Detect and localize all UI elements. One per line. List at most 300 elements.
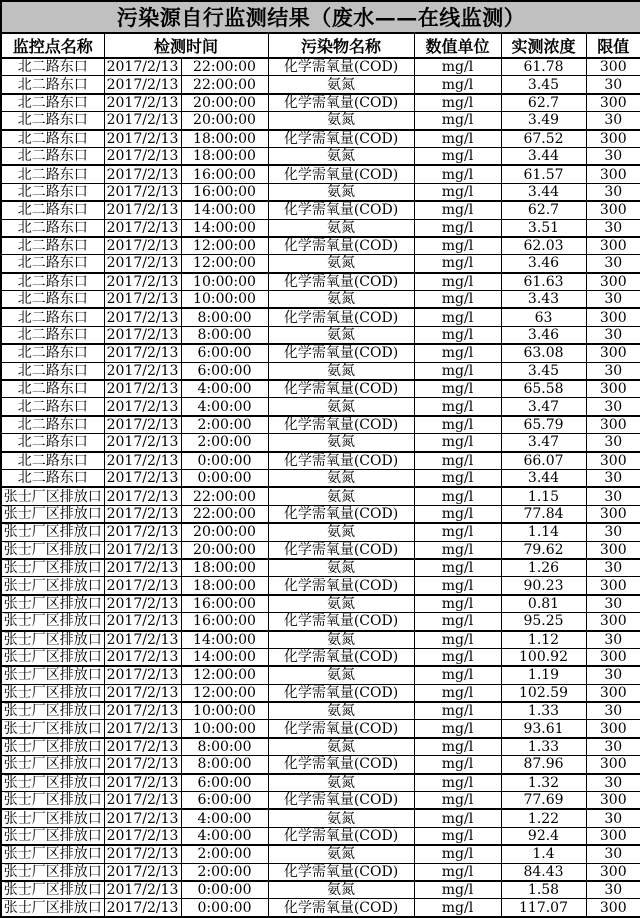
table-row xyxy=(1,183,640,201)
table-cell: 8:00:00 xyxy=(181,756,268,774)
table-row xyxy=(1,416,640,434)
table-cell: mg/l xyxy=(414,845,501,863)
table-cell: 2017/2/13 xyxy=(104,899,181,917)
table-cell: 3.44 xyxy=(501,147,586,165)
table-cell: 化学需氧量(COD) xyxy=(268,58,414,76)
table-cell: mg/l xyxy=(414,469,501,487)
table-cell: 20:00:00 xyxy=(181,541,268,559)
table-cell: 张士厂区排放口 xyxy=(1,541,104,559)
table-cell: 30 xyxy=(586,702,640,720)
table-row xyxy=(1,666,640,684)
table-cell: 102.59 xyxy=(501,684,586,702)
table-cell: 67.52 xyxy=(501,130,586,148)
table-cell: mg/l xyxy=(414,702,501,720)
table-cell: mg/l xyxy=(414,219,501,237)
table-cell: 氨氮 xyxy=(268,559,414,577)
table-cell: 张士厂区排放口 xyxy=(1,774,104,792)
table-cell: 3.43 xyxy=(501,291,586,309)
table-cell: 16:00:00 xyxy=(181,595,268,613)
table-cell: 张士厂区排放口 xyxy=(1,559,104,577)
table-cell: 张士厂区排放口 xyxy=(1,666,104,684)
table-cell: mg/l xyxy=(414,881,501,899)
table-cell: 氨氮 xyxy=(268,112,414,130)
table-cell: 79.62 xyxy=(501,541,586,559)
table-cell: 北二路东口 xyxy=(1,58,104,76)
table-cell: 化学需氧量(COD) xyxy=(268,201,414,219)
table-cell: 30 xyxy=(586,291,640,309)
table-cell: 2017/2/13 xyxy=(104,362,181,380)
table-cell: 2017/2/13 xyxy=(104,613,181,631)
table-cell: 北二路东口 xyxy=(1,273,104,291)
column-header-3: 数值单位 xyxy=(414,33,501,58)
table-cell: 北二路东口 xyxy=(1,94,104,112)
table-cell: mg/l xyxy=(414,308,501,326)
table-row xyxy=(1,94,640,112)
table-cell: 张士厂区排放口 xyxy=(1,792,104,810)
table-cell: 北二路东口 xyxy=(1,308,104,326)
table-cell: 化学需氧量(COD) xyxy=(268,308,414,326)
table-cell: 1.32 xyxy=(501,774,586,792)
table-cell: 2017/2/13 xyxy=(104,237,181,255)
table-cell: 2017/2/13 xyxy=(104,469,181,487)
table-cell: 84.43 xyxy=(501,863,586,881)
table-cell: 30 xyxy=(586,147,640,165)
column-header-1: 检测时间 xyxy=(104,33,268,58)
table-cell: 北二路东口 xyxy=(1,362,104,380)
table-cell: 2017/2/13 xyxy=(104,595,181,613)
table-cell: 4:00:00 xyxy=(181,380,268,398)
table-cell: 张士厂区排放口 xyxy=(1,809,104,827)
table-row xyxy=(1,147,640,165)
table-cell: 2017/2/13 xyxy=(104,147,181,165)
table-cell: 氨氮 xyxy=(268,809,414,827)
table-cell: 30 xyxy=(586,595,640,613)
table-row xyxy=(1,344,640,362)
table-cell: mg/l xyxy=(414,130,501,148)
table-cell: mg/l xyxy=(414,147,501,165)
table-cell: 氨氮 xyxy=(268,845,414,863)
table-cell: 氨氮 xyxy=(268,147,414,165)
table-cell: 2017/2/13 xyxy=(104,416,181,434)
table-cell: 66.07 xyxy=(501,452,586,470)
table-cell: 张士厂区排放口 xyxy=(1,684,104,702)
table-cell: 张士厂区排放口 xyxy=(1,631,104,649)
table-cell: 1.26 xyxy=(501,559,586,577)
table-cell: 2017/2/13 xyxy=(104,165,181,183)
table-cell: 14:00:00 xyxy=(181,201,268,219)
table-cell: 61.57 xyxy=(501,165,586,183)
table-cell: 化学需氧量(COD) xyxy=(268,863,414,881)
table-row xyxy=(1,469,640,487)
table-cell: 30 xyxy=(586,183,640,201)
table-cell: mg/l xyxy=(414,863,501,881)
table-cell: 2017/2/13 xyxy=(104,487,181,505)
table-cell: 30 xyxy=(586,845,640,863)
table-cell: 2017/2/13 xyxy=(104,702,181,720)
table-cell: 2017/2/13 xyxy=(104,666,181,684)
table-cell: 300 xyxy=(586,720,640,738)
table-cell: 2017/2/13 xyxy=(104,273,181,291)
table-cell: 2017/2/13 xyxy=(104,684,181,702)
table-cell: 1.15 xyxy=(501,487,586,505)
table-cell: 300 xyxy=(586,613,640,631)
table-cell: mg/l xyxy=(414,595,501,613)
table-cell: 30 xyxy=(586,219,640,237)
table-cell: 30 xyxy=(586,631,640,649)
table-cell: 18:00:00 xyxy=(181,577,268,595)
table-cell: 300 xyxy=(586,201,640,219)
table-cell: 300 xyxy=(586,648,640,666)
table-cell: 18:00:00 xyxy=(181,130,268,148)
table-cell: 北二路东口 xyxy=(1,76,104,94)
table-cell: 0:00:00 xyxy=(181,899,268,917)
table-row xyxy=(1,434,640,452)
table-cell: 30 xyxy=(586,76,640,94)
table-cell: 化学需氧量(COD) xyxy=(268,541,414,559)
table-cell: 4:00:00 xyxy=(181,827,268,845)
table-cell: 6:00:00 xyxy=(181,362,268,380)
table-cell: mg/l xyxy=(414,434,501,452)
table-cell: 化学需氧量(COD) xyxy=(268,899,414,917)
table-cell: 化学需氧量(COD) xyxy=(268,577,414,595)
table-cell: mg/l xyxy=(414,827,501,845)
table-cell: 62.7 xyxy=(501,94,586,112)
table-cell: 张士厂区排放口 xyxy=(1,827,104,845)
table-cell: 65.58 xyxy=(501,380,586,398)
table-cell: mg/l xyxy=(414,648,501,666)
table-cell: 300 xyxy=(586,416,640,434)
table-cell: mg/l xyxy=(414,684,501,702)
table-cell: 62.7 xyxy=(501,201,586,219)
table-cell: 300 xyxy=(586,756,640,774)
table-row xyxy=(1,362,640,380)
table-cell: mg/l xyxy=(414,94,501,112)
table-cell: 2017/2/13 xyxy=(104,201,181,219)
table-cell: 张士厂区排放口 xyxy=(1,487,104,505)
table-row xyxy=(1,774,640,792)
table-cell: mg/l xyxy=(414,899,501,917)
table-cell: 2:00:00 xyxy=(181,863,268,881)
table-cell: 化学需氧量(COD) xyxy=(268,380,414,398)
table-cell: mg/l xyxy=(414,201,501,219)
table-cell: 氨氮 xyxy=(268,76,414,94)
table-cell: 92.4 xyxy=(501,827,586,845)
column-header-5: 限值 xyxy=(586,33,640,58)
table-cell: 北二路东口 xyxy=(1,469,104,487)
table-cell: 化学需氧量(COD) xyxy=(268,505,414,523)
table-cell: 3.47 xyxy=(501,434,586,452)
table-row xyxy=(1,827,640,845)
table-cell: 300 xyxy=(586,452,640,470)
table-cell: 6:00:00 xyxy=(181,792,268,810)
table-cell: 300 xyxy=(586,577,640,595)
table-cell: 2017/2/13 xyxy=(104,452,181,470)
table-cell: 61.78 xyxy=(501,58,586,76)
table-cell: 1.33 xyxy=(501,702,586,720)
table-cell: 氨氮 xyxy=(268,881,414,899)
table-cell: 化学需氧量(COD) xyxy=(268,720,414,738)
table-cell: mg/l xyxy=(414,165,501,183)
table-cell: 300 xyxy=(586,380,640,398)
report-title: 污染源自行监测结果（废水——在线监测） xyxy=(1,1,640,33)
table-cell: 氨氮 xyxy=(268,219,414,237)
table-cell: mg/l xyxy=(414,362,501,380)
table-cell: 30 xyxy=(586,666,640,684)
table-row xyxy=(1,130,640,148)
table-cell: 2017/2/13 xyxy=(104,541,181,559)
table-row xyxy=(1,273,640,291)
table-cell: 30 xyxy=(586,881,640,899)
table-cell: 北二路东口 xyxy=(1,398,104,416)
table-cell: 63.08 xyxy=(501,344,586,362)
table-cell: 2017/2/13 xyxy=(104,434,181,452)
table-cell: 2017/2/13 xyxy=(104,76,181,94)
table-cell: 2017/2/13 xyxy=(104,523,181,541)
table-row xyxy=(1,684,640,702)
table-cell: 77.69 xyxy=(501,792,586,810)
table-cell: mg/l xyxy=(414,452,501,470)
table-cell: mg/l xyxy=(414,523,501,541)
table-cell: 氨氮 xyxy=(268,362,414,380)
table-cell: 22:00:00 xyxy=(181,58,268,76)
table-cell: 2:00:00 xyxy=(181,434,268,452)
table-cell: 95.25 xyxy=(501,613,586,631)
table-cell: 14:00:00 xyxy=(181,648,268,666)
table-row xyxy=(1,792,640,810)
table-cell: 化学需氧量(COD) xyxy=(268,452,414,470)
table-cell: 18:00:00 xyxy=(181,559,268,577)
table-cell: mg/l xyxy=(414,344,501,362)
table-cell: mg/l xyxy=(414,577,501,595)
table-cell: mg/l xyxy=(414,183,501,201)
table-cell: 10:00:00 xyxy=(181,291,268,309)
table-cell: 北二路东口 xyxy=(1,183,104,201)
table-cell: 12:00:00 xyxy=(181,684,268,702)
table-cell: 0:00:00 xyxy=(181,452,268,470)
table-cell: 张士厂区排放口 xyxy=(1,899,104,917)
table-cell: 北二路东口 xyxy=(1,112,104,130)
table-cell: 张士厂区排放口 xyxy=(1,702,104,720)
table-cell: 2017/2/13 xyxy=(104,130,181,148)
table-row xyxy=(1,577,640,595)
table-cell: 氨氮 xyxy=(268,666,414,684)
table-row xyxy=(1,809,640,827)
table-cell: 2017/2/13 xyxy=(104,792,181,810)
table-cell: 2017/2/13 xyxy=(104,827,181,845)
table-cell: 8:00:00 xyxy=(181,308,268,326)
table-cell: 93.61 xyxy=(501,720,586,738)
table-cell: 300 xyxy=(586,130,640,148)
table-row xyxy=(1,720,640,738)
table-cell: 63 xyxy=(501,308,586,326)
table-cell: mg/l xyxy=(414,756,501,774)
table-cell: 300 xyxy=(586,863,640,881)
table-cell: 0.81 xyxy=(501,595,586,613)
table-cell: 10:00:00 xyxy=(181,720,268,738)
table-cell: 61.63 xyxy=(501,273,586,291)
table-cell: 3.49 xyxy=(501,112,586,130)
table-cell: 2017/2/13 xyxy=(104,881,181,899)
table-cell: 1.22 xyxy=(501,809,586,827)
table-cell: 3.45 xyxy=(501,362,586,380)
table-cell: mg/l xyxy=(414,398,501,416)
table-cell: 14:00:00 xyxy=(181,219,268,237)
table-cell: 87.96 xyxy=(501,756,586,774)
table-row xyxy=(1,881,640,899)
table-row xyxy=(1,237,640,255)
table-cell: 4:00:00 xyxy=(181,398,268,416)
table-cell: 6:00:00 xyxy=(181,344,268,362)
table-cell: 30 xyxy=(586,523,640,541)
table-cell: 张士厂区排放口 xyxy=(1,595,104,613)
table-cell: 氨氮 xyxy=(268,738,414,756)
table-cell: 1.4 xyxy=(501,845,586,863)
table-cell: 化学需氧量(COD) xyxy=(268,416,414,434)
table-row xyxy=(1,308,640,326)
table-cell: 北二路东口 xyxy=(1,255,104,273)
table-row xyxy=(1,541,640,559)
table-cell: 张士厂区排放口 xyxy=(1,523,104,541)
table-cell: 化学需氧量(COD) xyxy=(268,827,414,845)
table-row xyxy=(1,863,640,881)
table-row xyxy=(1,702,640,720)
table-cell: 北二路东口 xyxy=(1,416,104,434)
table-row xyxy=(1,631,640,649)
table-row xyxy=(1,845,640,863)
table-cell: 张士厂区排放口 xyxy=(1,648,104,666)
table-cell: 氨氮 xyxy=(268,774,414,792)
table-cell: mg/l xyxy=(414,809,501,827)
column-header-0: 监控点名称 xyxy=(1,33,104,58)
table-row xyxy=(1,380,640,398)
table-cell: 30 xyxy=(586,255,640,273)
table-cell: 30 xyxy=(586,326,640,344)
table-row xyxy=(1,523,640,541)
table-cell: mg/l xyxy=(414,631,501,649)
table-cell: 6:00:00 xyxy=(181,774,268,792)
table-cell: 2017/2/13 xyxy=(104,720,181,738)
table-cell: 氨氮 xyxy=(268,398,414,416)
column-header-4: 实测浓度 xyxy=(501,33,586,58)
table-row xyxy=(1,738,640,756)
table-cell: 2:00:00 xyxy=(181,416,268,434)
table-cell: 300 xyxy=(586,541,640,559)
table-cell: 张士厂区排放口 xyxy=(1,577,104,595)
table-cell: 2017/2/13 xyxy=(104,291,181,309)
table-cell: 2017/2/13 xyxy=(104,255,181,273)
table-cell: 30 xyxy=(586,738,640,756)
table-cell: 77.84 xyxy=(501,505,586,523)
table-cell: 30 xyxy=(586,809,640,827)
table-cell: 北二路东口 xyxy=(1,326,104,344)
table-cell: 北二路东口 xyxy=(1,201,104,219)
table-cell: 8:00:00 xyxy=(181,326,268,344)
table-cell: 100.92 xyxy=(501,648,586,666)
table-cell: 北二路东口 xyxy=(1,291,104,309)
table-row xyxy=(1,201,640,219)
table-row xyxy=(1,58,640,76)
table-cell: 8:00:00 xyxy=(181,738,268,756)
table-cell: mg/l xyxy=(414,58,501,76)
table-cell: 1.12 xyxy=(501,631,586,649)
table-cell: mg/l xyxy=(414,487,501,505)
table-cell: mg/l xyxy=(414,666,501,684)
table-cell: 北二路东口 xyxy=(1,219,104,237)
table-cell: 300 xyxy=(586,237,640,255)
table-cell: 化学需氧量(COD) xyxy=(268,613,414,631)
table-row xyxy=(1,165,640,183)
table-row xyxy=(1,255,640,273)
table-cell: 氨氮 xyxy=(268,523,414,541)
report-title-row xyxy=(1,1,640,33)
table-cell: 2017/2/13 xyxy=(104,809,181,827)
table-cell: 北二路东口 xyxy=(1,147,104,165)
table-cell: 1.33 xyxy=(501,738,586,756)
table-cell: 2017/2/13 xyxy=(104,631,181,649)
table-cell: 2017/2/13 xyxy=(104,380,181,398)
table-cell: mg/l xyxy=(414,738,501,756)
table-cell: mg/l xyxy=(414,255,501,273)
table-cell: 2017/2/13 xyxy=(104,219,181,237)
table-cell: 张士厂区排放口 xyxy=(1,756,104,774)
table-cell: 北二路东口 xyxy=(1,452,104,470)
table-cell: 16:00:00 xyxy=(181,165,268,183)
table-cell: 氨氮 xyxy=(268,631,414,649)
table-cell: 300 xyxy=(586,58,640,76)
table-cell: 2017/2/13 xyxy=(104,398,181,416)
table-cell: 300 xyxy=(586,827,640,845)
table-cell: 3.44 xyxy=(501,469,586,487)
table-cell: 1.19 xyxy=(501,666,586,684)
table-cell: 氨氮 xyxy=(268,434,414,452)
table-cell: 2017/2/13 xyxy=(104,845,181,863)
table-cell: 2017/2/13 xyxy=(104,774,181,792)
table-row xyxy=(1,487,640,505)
table-cell: 1.58 xyxy=(501,881,586,899)
table-cell: 氨氮 xyxy=(268,183,414,201)
table-cell: 2017/2/13 xyxy=(104,183,181,201)
table-cell: 20:00:00 xyxy=(181,94,268,112)
table-cell: mg/l xyxy=(414,112,501,130)
table-cell: 张士厂区排放口 xyxy=(1,613,104,631)
table-cell: 2017/2/13 xyxy=(104,756,181,774)
table-row xyxy=(1,219,640,237)
table-cell: mg/l xyxy=(414,237,501,255)
table-cell: 氨氮 xyxy=(268,255,414,273)
table-cell: 1.14 xyxy=(501,523,586,541)
table-cell: 4:00:00 xyxy=(181,809,268,827)
table-cell: 22:00:00 xyxy=(181,505,268,523)
table-cell: 0:00:00 xyxy=(181,881,268,899)
table-cell: 北二路东口 xyxy=(1,344,104,362)
table-cell: mg/l xyxy=(414,541,501,559)
table-cell: 30 xyxy=(586,434,640,452)
table-cell: 0:00:00 xyxy=(181,469,268,487)
table-cell: mg/l xyxy=(414,559,501,577)
table-cell: 化学需氧量(COD) xyxy=(268,756,414,774)
table-row xyxy=(1,326,640,344)
table-cell: 30 xyxy=(586,112,640,130)
table-cell: 2017/2/13 xyxy=(104,326,181,344)
table-cell: 300 xyxy=(586,94,640,112)
table-cell: 90.23 xyxy=(501,577,586,595)
table-row xyxy=(1,505,640,523)
table-row xyxy=(1,899,640,917)
table-cell: 氨氮 xyxy=(268,595,414,613)
table-cell: 北二路东口 xyxy=(1,165,104,183)
table-cell: 化学需氧量(COD) xyxy=(268,684,414,702)
table-row xyxy=(1,112,640,130)
